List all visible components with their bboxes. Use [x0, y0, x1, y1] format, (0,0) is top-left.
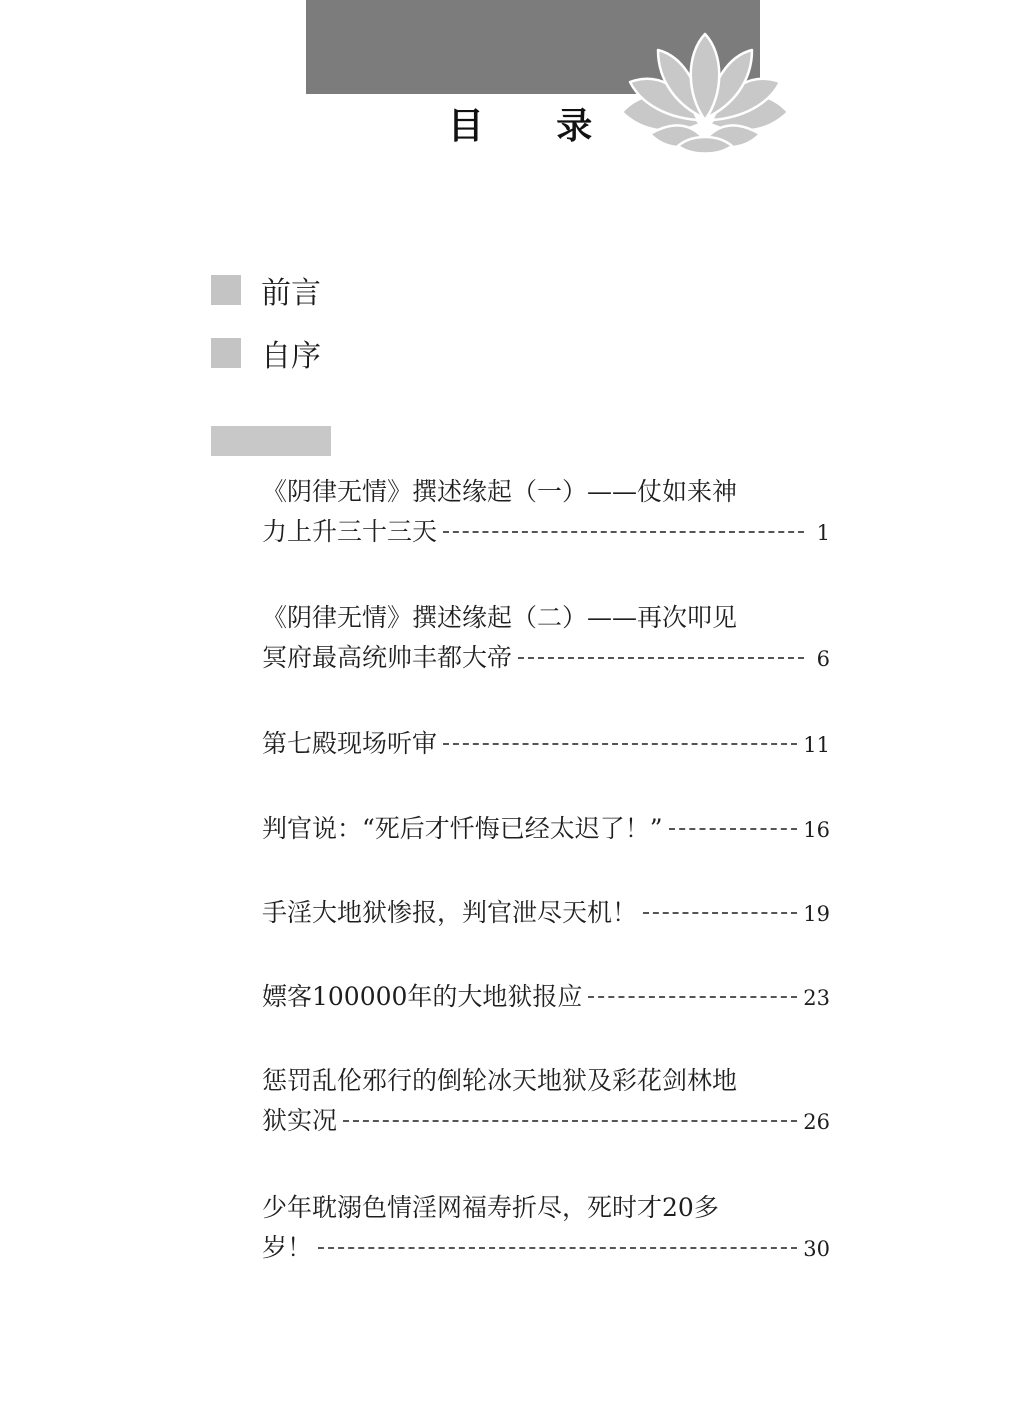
page-number: 26: [803, 1110, 830, 1134]
toc-entry[interactable]: [262, 893, 830, 933]
toc-entry[interactable]: [262, 1188, 830, 1268]
front-matter-label: 自序: [261, 339, 321, 374]
dot-leader: [518, 657, 804, 659]
toc-entry-title-cont: 狱实况: [262, 1106, 338, 1135]
toc-entry[interactable]: [262, 977, 830, 1017]
toc-item-author-preface[interactable]: [211, 333, 321, 373]
toc-entry[interactable]: [262, 472, 830, 552]
page-number: 23: [803, 986, 830, 1010]
dot-leader: [443, 531, 804, 533]
page-title: 目 录: [447, 106, 623, 147]
dot-leader: [643, 912, 797, 914]
page-number: 11: [803, 733, 830, 757]
page-number: 30: [803, 1237, 830, 1261]
toc-entry-title: 嫖客100000年的大地狱报应: [262, 982, 583, 1011]
toc-item-preface[interactable]: [211, 270, 321, 310]
toc-entry-title: 《阴律无情》撰述缘起（一）——仗如来神: [262, 477, 738, 506]
page-number: 1: [816, 521, 830, 545]
toc-entry-title-cont: 力上升三十三天: [262, 517, 438, 546]
toc-entry-title-cont: 冥府最高统帅丰都大帝: [262, 643, 513, 672]
dot-leader: [588, 996, 797, 998]
page-number: 16: [803, 818, 830, 842]
toc-entry-title: 少年耽溺色情淫网福寿折尽，死时才20多: [262, 1193, 719, 1222]
toc-entry-title: 判官说：“死后才忏悔已经太迟了！”: [262, 814, 663, 843]
bullet-square: [211, 338, 241, 368]
toc-entry-title: 第七殿现场听审: [262, 729, 438, 758]
toc-entry[interactable]: [262, 809, 830, 849]
front-matter-label: 前言: [261, 276, 321, 311]
dot-leader: [343, 1120, 797, 1122]
toc-entry-title-cont: 岁！: [262, 1233, 313, 1262]
section-divider-bar: [211, 426, 331, 456]
page-number: 19: [803, 902, 830, 926]
page-number: 6: [816, 647, 830, 671]
dot-leader: [318, 1247, 797, 1249]
toc-entry[interactable]: [262, 598, 830, 678]
toc-entry[interactable]: [262, 1061, 830, 1141]
toc-entry-title: 惩罚乱伦邪行的倒轮冰天地狱及彩花剑林地: [262, 1066, 738, 1095]
bullet-square: [211, 275, 241, 305]
toc-entry-title: 《阴律无情》撰述缘起（二）——再次叩见: [262, 603, 738, 632]
dot-leader: [443, 743, 797, 745]
toc-entry[interactable]: [262, 724, 830, 764]
dot-leader: [669, 828, 798, 830]
toc-entry-title: 手淫大地狱惨报，判官泄尽天机！: [262, 898, 638, 927]
